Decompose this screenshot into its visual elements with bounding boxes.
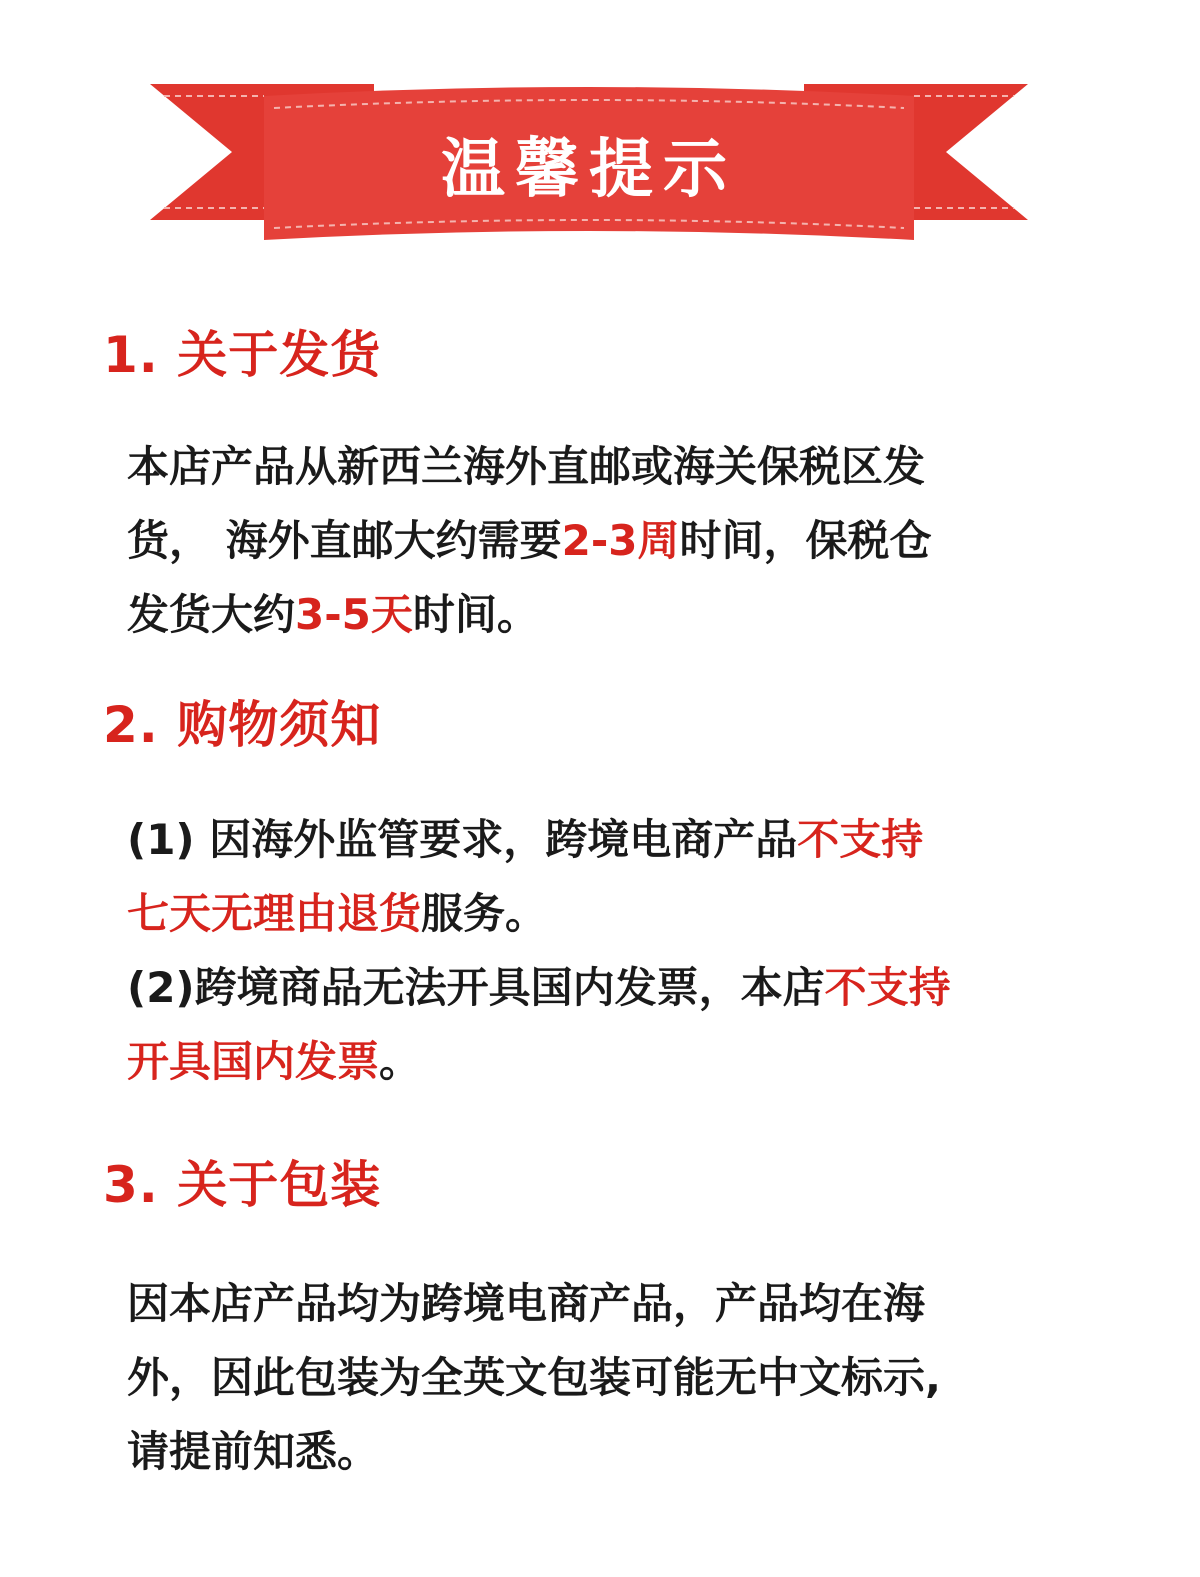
text-line xyxy=(127,1415,1077,1489)
highlight-text: 不支持 xyxy=(797,815,924,864)
body-text: (2)跨境商品无法开具国内发票，本店 xyxy=(127,963,825,1012)
banner-title: 温馨提示 xyxy=(441,133,737,207)
body-text: 服务。 xyxy=(421,889,548,938)
body-text: 本店产品从新西兰海外直邮或海关保税区发 xyxy=(127,442,926,491)
text-line xyxy=(127,504,1077,578)
section-body-shipping xyxy=(127,430,1077,652)
highlight-text: 不支持 xyxy=(824,963,951,1012)
highlight-text: 2-3周 xyxy=(561,516,680,565)
section-heading-packaging: 3. 关于包装 xyxy=(103,1156,382,1214)
section-body-packaging xyxy=(127,1267,1077,1489)
text-line xyxy=(127,951,1077,1025)
body-text: 请提前知悉。 xyxy=(127,1427,380,1476)
body-text: 时间，保税仓 xyxy=(679,516,932,565)
body-text: 发货大约 xyxy=(127,590,296,639)
highlight-text: 3-5天 xyxy=(295,590,413,639)
highlight-text: 七天无理由退货 xyxy=(127,889,422,938)
section-heading-shipping: 1. 关于发货 xyxy=(103,326,382,384)
body-text: 时间。 xyxy=(412,590,539,639)
text-line xyxy=(127,1267,1077,1341)
text-line xyxy=(127,1025,1077,1099)
body-text: 因本店产品均为跨境电商产品，产品均在海 xyxy=(127,1279,926,1328)
section-heading-shopping-notice: 2. 购物须知 xyxy=(103,696,382,754)
text-line xyxy=(127,430,1077,504)
body-text: (1) 因海外监管要求，跨境电商产品 xyxy=(127,815,798,864)
text-line xyxy=(127,578,1077,652)
ribbon-banner xyxy=(146,80,1032,250)
text-line xyxy=(127,877,1077,951)
body-text: 。 xyxy=(379,1037,422,1086)
text-line xyxy=(127,803,1077,877)
body-text: 货， 海外直邮大约需要 xyxy=(127,516,562,565)
section-body-shopping-notice xyxy=(127,803,1077,1099)
text-line xyxy=(127,1341,1077,1415)
highlight-text: 开具国内发票 xyxy=(127,1037,380,1086)
body-text: 外，因此包装为全英文包装可能无中文标示, xyxy=(127,1353,941,1402)
